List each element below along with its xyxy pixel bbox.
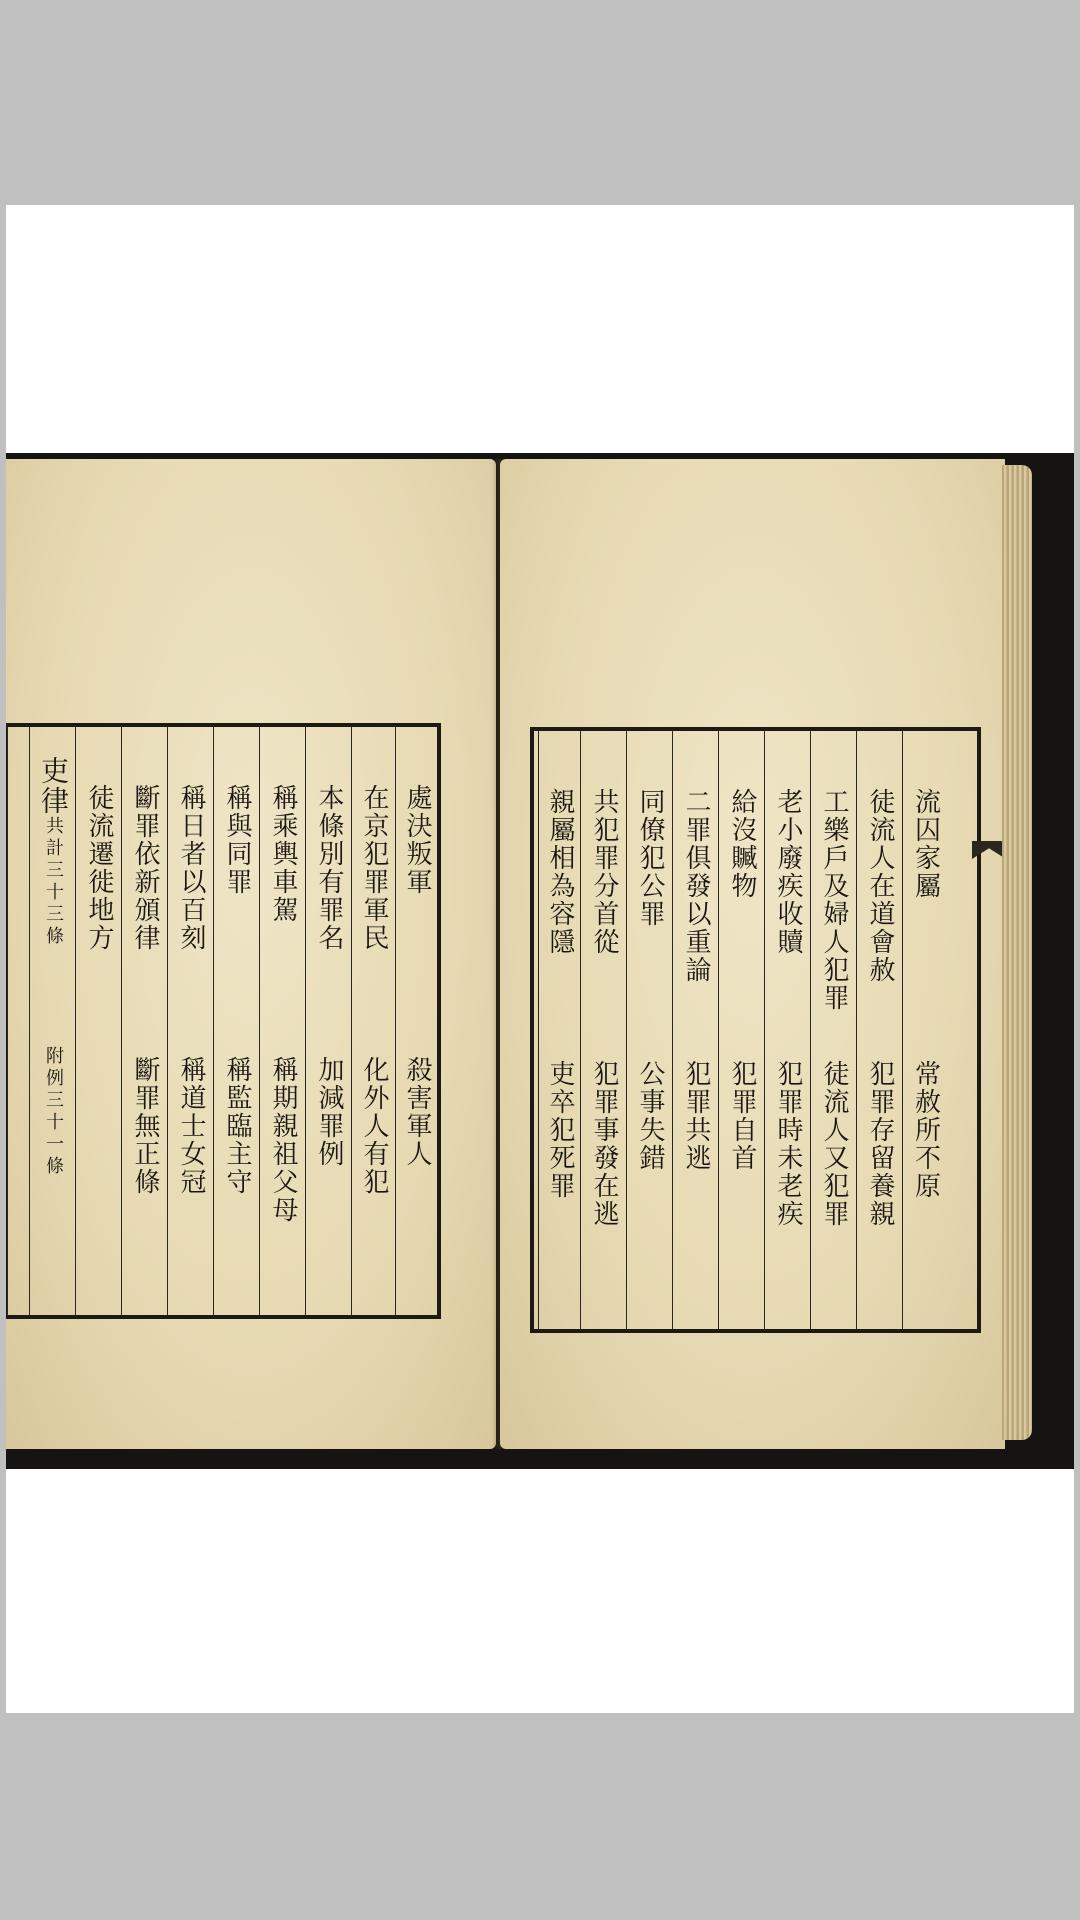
left-col-1-bottom: 殺害軍人 (402, 1056, 432, 1168)
left-col-6-bottom: 稱道士女冠 (176, 1056, 206, 1196)
left-col-3-top: 本條別有罪名 (314, 784, 344, 952)
left-col-5-top: 稱與同罪 (222, 784, 252, 896)
right-col-8-top: 共犯罪分首從 (589, 788, 619, 956)
left-col-3 (305, 726, 352, 1316)
right-col-7-bottom: 公事失錯 (635, 1060, 665, 1172)
left-col-6-top: 稱日者以百刻 (176, 784, 206, 952)
book-scan (6, 453, 1074, 1469)
left-col-5 (213, 726, 260, 1316)
right-col-2 (856, 730, 903, 1330)
right-page-frame (530, 727, 981, 1333)
left-col-7-bottom: 斷罪無正條 (130, 1056, 160, 1196)
right-col-2-top: 徒流人在道會赦 (865, 788, 895, 984)
right-col-9 (538, 730, 581, 1330)
right-col-3 (810, 730, 857, 1330)
right-col-edge (948, 730, 978, 1330)
left-col-edge (7, 726, 30, 1316)
right-col-7 (626, 730, 673, 1330)
right-col-8 (580, 730, 627, 1330)
left-col-4 (259, 726, 306, 1316)
right-col-4 (764, 730, 811, 1330)
left-col-2-top: 在京犯罪軍民 (359, 784, 389, 952)
summary-label: 吏律 (37, 756, 70, 816)
right-col-8-bottom: 犯罪事發在逃 (589, 1060, 619, 1228)
right-col-3-top: 工樂戶及婦人犯罪 (819, 788, 849, 1012)
right-col-2-bottom: 犯罪存留養親 (865, 1060, 895, 1228)
left-summary-col (29, 726, 76, 1316)
left-col-2 (351, 726, 396, 1316)
right-col-6-bottom: 犯罪共逃 (681, 1060, 711, 1172)
right-col-9-top: 親屬相為容隱 (545, 788, 575, 956)
right-col-9-bottom: 吏卒犯死罪 (545, 1060, 575, 1200)
right-col-6-top: 二罪俱發以重論 (681, 788, 711, 984)
left-col-8 (75, 726, 122, 1316)
right-col-7-top: 同僚犯公罪 (635, 788, 665, 928)
image-viewer (6, 205, 1074, 1713)
summary-appendix: 附例三十一條 (43, 1046, 64, 1178)
right-col-6 (672, 730, 719, 1330)
right-col-3-bottom: 徒流人又犯罪 (819, 1060, 849, 1228)
left-col-1 (395, 726, 438, 1316)
left-col-7-top: 斷罪依新頒律 (130, 784, 160, 952)
right-col-4-bottom: 犯罪時未老疾 (773, 1060, 803, 1228)
left-page-frame (6, 723, 441, 1319)
left-col-5-bottom: 稱監臨主守 (222, 1056, 252, 1196)
left-col-2-bottom: 化外人有犯 (359, 1056, 389, 1196)
right-col-1-bottom: 常赦所不原 (910, 1060, 941, 1200)
left-col-8-top: 徒流遷徙地方 (84, 784, 114, 952)
right-col-4-top: 老小廢疾收贖 (773, 788, 803, 956)
left-col-6 (167, 726, 214, 1316)
right-col-1 (902, 730, 948, 1330)
left-col-4-bottom: 稱期親祖父母 (268, 1056, 298, 1224)
book-fore-edge (1002, 465, 1032, 1440)
right-page (500, 459, 1005, 1449)
right-col-5 (718, 730, 765, 1330)
left-col-3-bottom: 加減罪例 (314, 1056, 344, 1168)
right-col-1-top: 流囚家屬 (910, 788, 941, 900)
left-col-7 (121, 726, 168, 1316)
left-col-1-top: 處決叛軍 (402, 784, 432, 896)
left-page (6, 459, 496, 1449)
right-col-5-bottom: 犯罪自首 (727, 1060, 757, 1172)
left-col-4-top: 稱乘輿車駕 (268, 784, 298, 924)
summary-count: 共計三十三條 (43, 816, 64, 948)
right-col-5-top: 給沒贓物 (727, 788, 757, 900)
